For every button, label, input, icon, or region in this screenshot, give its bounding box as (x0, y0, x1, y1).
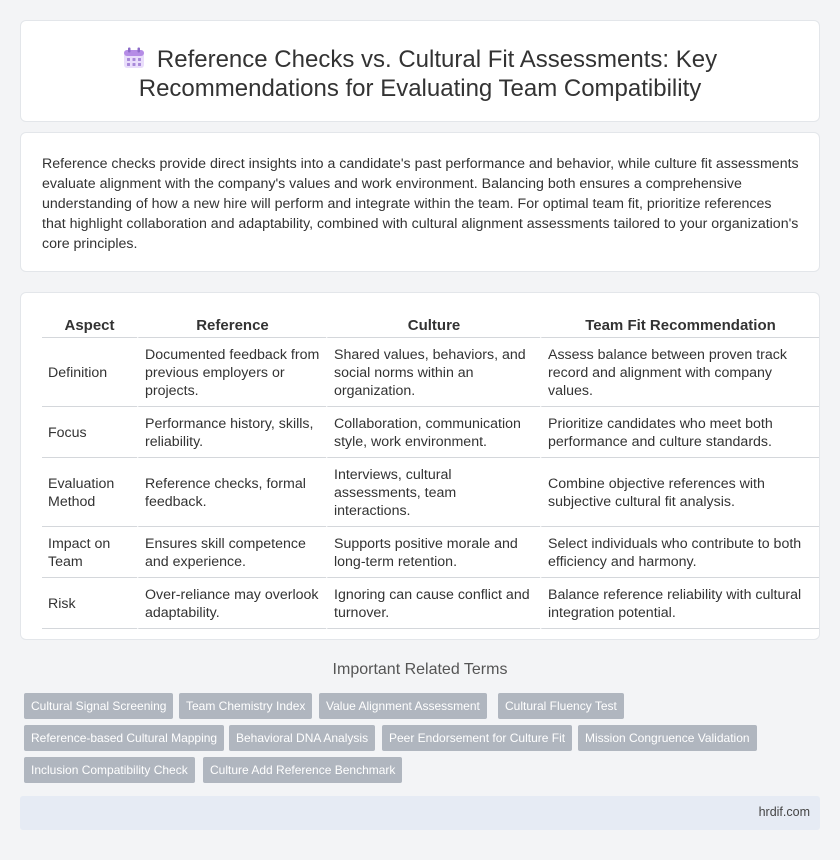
row-aspect: Focus (42, 407, 137, 458)
related-tag[interactable]: Inclusion Compatibility Check (24, 757, 195, 783)
related-tag[interactable]: Peer Endorsement for Culture Fit (382, 725, 572, 751)
row-culture: Shared values, behaviors, and social norms within an organization. (326, 338, 540, 407)
row-recommendation: Select individuals who contribute to both efficiency and harmony. (540, 527, 819, 578)
title-card (20, 20, 820, 122)
row-culture: Ignoring can cause conflict and turnover. (326, 578, 540, 629)
related-tag[interactable]: Cultural Fluency Test (498, 693, 624, 719)
comparison-table (42, 316, 819, 629)
related-tag[interactable]: Value Alignment Assessment (319, 693, 487, 719)
footer-bar (20, 796, 820, 830)
header-reference: Reference (137, 316, 326, 338)
related-tag[interactable]: Team Chemistry Index (179, 693, 312, 719)
summary-text: Reference checks provide direct insights into a candidate's past performance and behavior, while culture fit assessments evaluate alignment with the company's values and work environment. Balancing both ensures a comprehensive understanding of how a new hire will perform and integrate within the team. For optimal team fit, prioritize references that highlight collaboration and adaptability, combined with cultural alignment assessments tailored to your organization's core principles. (42, 156, 799, 252)
row-culture: Collaboration, communication style, work environment. (326, 407, 540, 458)
related-tag[interactable]: Culture Add Reference Benchmark (203, 757, 402, 783)
table-row (42, 458, 819, 527)
row-recommendation: Prioritize candidates who meet both performance and culture standards. (540, 407, 819, 458)
row-reference: Reference checks, formal feedback. (137, 458, 326, 527)
row-reference: Documented feedback from previous employers or projects. (137, 338, 326, 407)
header-culture: Culture (326, 316, 540, 338)
header-team-fit: Team Fit Recommendation (540, 316, 819, 338)
row-recommendation: Combine objective references with subjective cultural fit analysis. (540, 458, 819, 527)
related-tag[interactable]: Reference-based Cultural Mapping (24, 725, 224, 751)
related-tag[interactable]: Cultural Signal Screening (24, 693, 173, 719)
header-aspect: Aspect (42, 316, 137, 338)
row-recommendation: Assess balance between proven track record and alignment with company values. (540, 338, 819, 407)
row-recommendation: Balance reference reliability with cultural integration potential. (540, 578, 819, 629)
table-row (42, 578, 819, 629)
footer-site[interactable]: hrdif.com (758, 805, 810, 819)
table-row (42, 338, 819, 407)
page-title (21, 45, 819, 103)
table-header-row (42, 316, 819, 338)
comparison-table-card (20, 292, 820, 640)
table-row (42, 407, 819, 458)
row-aspect: Risk (42, 578, 137, 629)
related-tag[interactable]: Mission Congruence Validation (578, 725, 757, 751)
calendar-icon (123, 47, 145, 69)
row-reference: Over-reliance may overlook adaptability. (137, 578, 326, 629)
page-title-text: Reference Checks vs. Cultural Fit Assessments: Key Recommendations for Evaluating Team Compatibility (138, 46, 718, 102)
table-row (42, 527, 819, 578)
row-aspect: Definition (42, 338, 137, 407)
summary-card (20, 132, 820, 272)
row-aspect: Impact on Team (42, 527, 137, 578)
row-aspect: Evaluation Method (42, 458, 137, 527)
row-culture: Interviews, cultural assessments, team interactions. (326, 458, 540, 527)
row-reference: Ensures skill competence and experience. (137, 527, 326, 578)
row-reference: Performance history, skills, reliability. (137, 407, 326, 458)
related-terms-title: Important Related Terms (332, 661, 508, 678)
row-culture: Supports positive morale and long-term retention. (326, 527, 540, 578)
related-tag[interactable]: Behavioral DNA Analysis (229, 725, 375, 751)
